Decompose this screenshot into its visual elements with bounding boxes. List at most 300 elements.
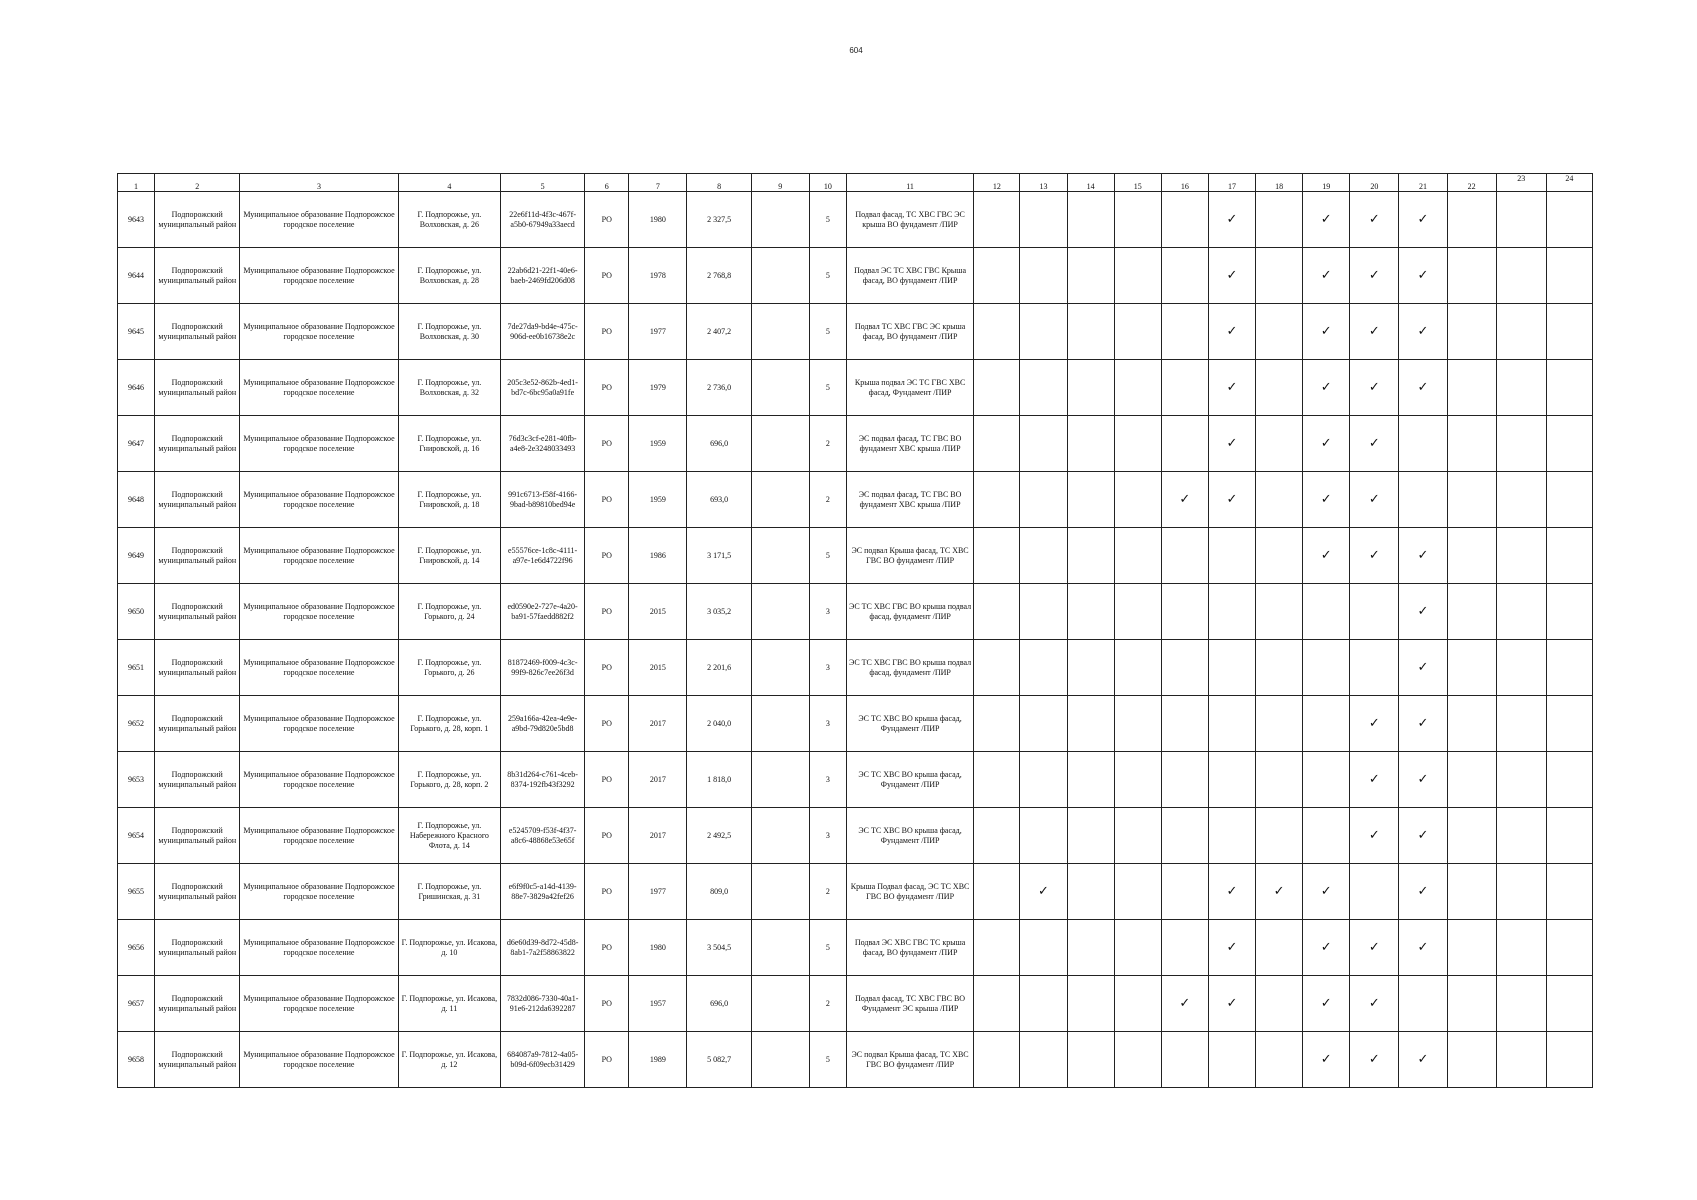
work-column-17-cell xyxy=(1208,360,1255,416)
year-built-cell: 2015 xyxy=(629,640,687,696)
building-guid-cell: e6f9f0c5-a14d-4139-88e7-3829a42fef26 xyxy=(501,864,585,920)
checkmark-icon: ✓ xyxy=(1273,884,1285,899)
checkmark-icon: ✓ xyxy=(1037,884,1049,899)
column-9-cell xyxy=(751,920,809,976)
work-column-13-cell xyxy=(1020,528,1067,584)
work-column-14-cell xyxy=(1067,920,1114,976)
address-cell: Г. Подпорожье, ул. Волховская, д. 32 xyxy=(398,360,500,416)
work-column-20-cell xyxy=(1350,976,1399,1032)
work-column-19-cell xyxy=(1303,360,1350,416)
column-number-header: 21 xyxy=(1399,174,1447,192)
year-built-cell: 1986 xyxy=(629,528,687,584)
work-column-22-cell xyxy=(1447,192,1496,248)
total-area-cell: 2 492,5 xyxy=(687,808,751,864)
row-number-cell: 9653 xyxy=(118,752,155,808)
work-column-12-cell xyxy=(974,696,1020,752)
works-list-cell: Подвал фасад, ТС ХВС ГВС ЭС крыша ВО фундамент /ПИР xyxy=(846,192,973,248)
district-cell: Подпорожский муниципальный район xyxy=(155,640,240,696)
work-column-24-cell xyxy=(1546,584,1592,640)
works-list-cell: Подвал фасад, ТС ХВС ГВС ВО Фундамент ЭС крыша /ПИР xyxy=(846,976,973,1032)
building-guid-cell: e55576ce-1c8c-4111-a97e-1e6d4722f96 xyxy=(501,528,585,584)
work-column-21-cell xyxy=(1399,584,1447,640)
year-built-cell: 2017 xyxy=(629,696,687,752)
checkmark-icon: ✓ xyxy=(1417,884,1429,899)
work-column-15-cell xyxy=(1114,584,1161,640)
work-column-13-cell xyxy=(1020,304,1067,360)
building-guid-cell: 684087a9-7812-4a05-b09d-6f09ecb31429 xyxy=(501,1032,585,1088)
work-column-19-cell xyxy=(1303,920,1350,976)
municipality-cell: Муниципальное образование Подпорожское городское поселение xyxy=(240,752,398,808)
municipality-cell: Муниципальное образование Подпорожское городское поселение xyxy=(240,976,398,1032)
address-cell: Г. Подпорожье, ул. Горького, д. 28, корп. 1 xyxy=(398,696,500,752)
checkmark-icon: ✓ xyxy=(1368,548,1380,563)
work-column-12-cell xyxy=(974,864,1020,920)
floors-cell: 5 xyxy=(809,192,846,248)
checkmark-icon: ✓ xyxy=(1226,268,1238,283)
address-cell: Г. Подпорожье, ул. Гнировской, д. 16 xyxy=(398,416,500,472)
address-cell: Г. Подпорожье, ул. Исакова, д. 11 xyxy=(398,976,500,1032)
fund-form-cell: РО xyxy=(585,360,629,416)
column-number-header: 16 xyxy=(1161,174,1208,192)
work-column-21-cell xyxy=(1399,696,1447,752)
table-row xyxy=(118,976,1593,1032)
address-cell: Г. Подпорожье, ул. Горького, д. 28, корп. 2 xyxy=(398,752,500,808)
municipality-cell: Муниципальное образование Подпорожское городское поселение xyxy=(240,808,398,864)
work-column-18-cell xyxy=(1256,920,1303,976)
work-column-18-cell xyxy=(1256,304,1303,360)
work-column-16-cell xyxy=(1161,696,1208,752)
work-column-18-cell xyxy=(1256,696,1303,752)
column-9-cell xyxy=(751,416,809,472)
work-column-22-cell xyxy=(1447,640,1496,696)
work-column-22-cell xyxy=(1447,416,1496,472)
district-cell: Подпорожский муниципальный район xyxy=(155,584,240,640)
work-column-23-cell xyxy=(1496,808,1546,864)
work-column-24-cell xyxy=(1546,304,1592,360)
work-column-17-cell xyxy=(1208,864,1255,920)
work-column-22-cell xyxy=(1447,976,1496,1032)
floors-cell: 3 xyxy=(809,752,846,808)
work-column-23-cell xyxy=(1496,696,1546,752)
work-column-19-cell xyxy=(1303,472,1350,528)
column-9-cell xyxy=(751,248,809,304)
column-number-header: 3 xyxy=(240,174,398,192)
row-number-cell: 9648 xyxy=(118,472,155,528)
work-column-23-cell xyxy=(1496,192,1546,248)
district-cell: Подпорожский муниципальный район xyxy=(155,976,240,1032)
address-cell: Г. Подпорожье, ул. Волховская, д. 26 xyxy=(398,192,500,248)
checkmark-icon: ✓ xyxy=(1368,492,1380,507)
year-built-cell: 1980 xyxy=(629,920,687,976)
works-list-cell: Крыша подвал ЭС ТС ГВС ХВС фасад, Фундамент /ПИР xyxy=(846,360,973,416)
column-9-cell xyxy=(751,976,809,1032)
address-cell: Г. Подпорожье, ул. Гришинская, д. 31 xyxy=(398,864,500,920)
works-list-cell: Подвал ЭС ХВС ГВС ТС крыша фасад, ВО фундамент /ПИР xyxy=(846,920,973,976)
work-column-12-cell xyxy=(974,976,1020,1032)
work-column-17-cell xyxy=(1208,976,1255,1032)
work-column-16-cell xyxy=(1161,416,1208,472)
work-column-23-cell xyxy=(1496,584,1546,640)
floors-cell: 3 xyxy=(809,584,846,640)
column-9-cell xyxy=(751,864,809,920)
work-column-14-cell xyxy=(1067,752,1114,808)
floors-cell: 5 xyxy=(809,1032,846,1088)
fund-form-cell: РО xyxy=(585,304,629,360)
work-column-19-cell xyxy=(1303,864,1350,920)
work-column-20-cell xyxy=(1350,248,1399,304)
work-column-15-cell xyxy=(1114,472,1161,528)
work-column-12-cell xyxy=(974,640,1020,696)
address-cell: Г. Подпорожье, ул. Гнировской, д. 18 xyxy=(398,472,500,528)
work-column-17-cell xyxy=(1208,192,1255,248)
work-column-19-cell xyxy=(1303,304,1350,360)
district-cell: Подпорожский муниципальный район xyxy=(155,472,240,528)
work-column-21-cell xyxy=(1399,976,1447,1032)
work-column-13-cell xyxy=(1020,416,1067,472)
total-area-cell: 3 504,5 xyxy=(687,920,751,976)
work-column-16-cell xyxy=(1161,1032,1208,1088)
column-number-header: 6 xyxy=(585,174,629,192)
address-cell: Г. Подпорожье, ул. Исакова, д. 12 xyxy=(398,1032,500,1088)
work-column-16-cell xyxy=(1161,472,1208,528)
row-number-cell: 9657 xyxy=(118,976,155,1032)
work-column-22-cell xyxy=(1447,864,1496,920)
district-cell: Подпорожский муниципальный район xyxy=(155,808,240,864)
work-column-19-cell xyxy=(1303,976,1350,1032)
column-9-cell xyxy=(751,808,809,864)
year-built-cell: 2017 xyxy=(629,808,687,864)
work-column-16-cell xyxy=(1161,304,1208,360)
table-row xyxy=(118,528,1593,584)
column-9-cell xyxy=(751,528,809,584)
work-column-15-cell xyxy=(1114,416,1161,472)
building-guid-cell: 205c3e52-862b-4ed1-bd7c-6bc95a0a91fe xyxy=(501,360,585,416)
work-column-24-cell xyxy=(1546,248,1592,304)
work-column-14-cell xyxy=(1067,584,1114,640)
total-area-cell: 2 040,0 xyxy=(687,696,751,752)
work-column-14-cell xyxy=(1067,472,1114,528)
work-column-21-cell xyxy=(1399,864,1447,920)
year-built-cell: 1959 xyxy=(629,472,687,528)
municipality-cell: Муниципальное образование Подпорожское городское поселение xyxy=(240,1032,398,1088)
district-cell: Подпорожский муниципальный район xyxy=(155,192,240,248)
column-9-cell xyxy=(751,1032,809,1088)
district-cell: Подпорожский муниципальный район xyxy=(155,864,240,920)
checkmark-icon: ✓ xyxy=(1320,380,1332,395)
table-row xyxy=(118,248,1593,304)
work-column-14-cell xyxy=(1067,696,1114,752)
work-column-17-cell xyxy=(1208,416,1255,472)
municipality-cell: Муниципальное образование Подпорожское городское поселение xyxy=(240,920,398,976)
total-area-cell: 2 327,5 xyxy=(687,192,751,248)
floors-cell: 2 xyxy=(809,416,846,472)
checkmark-icon: ✓ xyxy=(1417,716,1429,731)
district-cell: Подпорожский муниципальный район xyxy=(155,248,240,304)
checkmark-icon: ✓ xyxy=(1417,660,1429,675)
row-number-cell: 9644 xyxy=(118,248,155,304)
work-column-17-cell xyxy=(1208,472,1255,528)
total-area-cell: 2 736,0 xyxy=(687,360,751,416)
floors-cell: 3 xyxy=(809,808,846,864)
district-cell: Подпорожский муниципальный район xyxy=(155,920,240,976)
work-column-18-cell xyxy=(1256,472,1303,528)
work-column-20-cell xyxy=(1350,416,1399,472)
fund-form-cell: РО xyxy=(585,192,629,248)
checkmark-icon: ✓ xyxy=(1368,212,1380,227)
work-column-22-cell xyxy=(1447,304,1496,360)
table-row xyxy=(118,416,1593,472)
total-area-cell: 1 818,0 xyxy=(687,752,751,808)
work-column-16-cell xyxy=(1161,584,1208,640)
column-number-header: 8 xyxy=(687,174,751,192)
work-column-24-cell xyxy=(1546,192,1592,248)
row-number-cell: 9654 xyxy=(118,808,155,864)
work-column-22-cell xyxy=(1447,920,1496,976)
work-column-20-cell xyxy=(1350,192,1399,248)
work-column-14-cell xyxy=(1067,808,1114,864)
district-cell: Подпорожский муниципальный район xyxy=(155,528,240,584)
checkmark-icon: ✓ xyxy=(1320,268,1332,283)
works-list-cell: ЭС ТС ХВС ГВС ВО крыша подвал фасад, фундамент /ПИР xyxy=(846,640,973,696)
work-column-18-cell xyxy=(1256,248,1303,304)
work-column-23-cell xyxy=(1496,920,1546,976)
work-column-17-cell xyxy=(1208,1032,1255,1088)
floors-cell: 3 xyxy=(809,696,846,752)
works-list-cell: ЭС ТС ХВС ВО крыша фасад, Фундамент /ПИР xyxy=(846,696,973,752)
building-guid-cell: 991c6713-f58f-4166-9bad-b89810bed94e xyxy=(501,472,585,528)
work-column-13-cell xyxy=(1020,808,1067,864)
floors-cell: 2 xyxy=(809,864,846,920)
checkmark-icon: ✓ xyxy=(1417,212,1429,227)
address-cell: Г. Подпорожье, ул. Гнировской, д. 14 xyxy=(398,528,500,584)
work-column-13-cell xyxy=(1020,360,1067,416)
work-column-21-cell xyxy=(1399,1032,1447,1088)
work-column-18-cell xyxy=(1256,976,1303,1032)
checkmark-icon: ✓ xyxy=(1320,996,1332,1011)
floors-cell: 5 xyxy=(809,360,846,416)
fund-form-cell: РО xyxy=(585,640,629,696)
work-column-23-cell xyxy=(1496,360,1546,416)
row-number-cell: 9658 xyxy=(118,1032,155,1088)
fund-form-cell: РО xyxy=(585,920,629,976)
work-column-14-cell xyxy=(1067,360,1114,416)
checkmark-icon: ✓ xyxy=(1368,940,1380,955)
building-guid-cell: 7de27da9-bd4e-475c-906d-ee0b16738e2c xyxy=(501,304,585,360)
checkmark-icon: ✓ xyxy=(1368,380,1380,395)
municipality-cell: Муниципальное образование Подпорожское городское поселение xyxy=(240,304,398,360)
year-built-cell: 1989 xyxy=(629,1032,687,1088)
building-guid-cell: e5245709-f53f-4f37-a8c6-48868e53e65f xyxy=(501,808,585,864)
work-column-20-cell xyxy=(1350,584,1399,640)
fund-form-cell: РО xyxy=(585,528,629,584)
district-cell: Подпорожский муниципальный район xyxy=(155,416,240,472)
checkmark-icon: ✓ xyxy=(1320,324,1332,339)
column-number-header: 18 xyxy=(1256,174,1303,192)
work-column-19-cell xyxy=(1303,192,1350,248)
floors-cell: 3 xyxy=(809,640,846,696)
checkmark-icon: ✓ xyxy=(1226,492,1238,507)
work-column-21-cell xyxy=(1399,360,1447,416)
works-list-cell: ЭС ТС ХВС ВО крыша фасад, Фундамент /ПИР xyxy=(846,808,973,864)
fund-form-cell: РО xyxy=(585,864,629,920)
municipality-cell: Муниципальное образование Подпорожское городское поселение xyxy=(240,248,398,304)
checkmark-icon: ✓ xyxy=(1417,1052,1429,1067)
column-9-cell xyxy=(751,696,809,752)
checkmark-icon: ✓ xyxy=(1417,604,1429,619)
column-number-header: 1 xyxy=(118,174,155,192)
floors-cell: 5 xyxy=(809,528,846,584)
fund-form-cell: РО xyxy=(585,1032,629,1088)
checkmark-icon: ✓ xyxy=(1320,436,1332,451)
works-list-cell: ЭС подвал Крыша фасад, ТС ХВС ГВС ВО фундамент /ПИР xyxy=(846,528,973,584)
checkmark-icon: ✓ xyxy=(1320,548,1332,563)
table-row xyxy=(118,304,1593,360)
fund-form-cell: РО xyxy=(585,696,629,752)
checkmark-icon: ✓ xyxy=(1368,716,1380,731)
building-guid-cell: 22ab6d21-22f1-40e6-baeb-2469fd206d08 xyxy=(501,248,585,304)
row-number-cell: 9651 xyxy=(118,640,155,696)
work-column-22-cell xyxy=(1447,360,1496,416)
work-column-17-cell xyxy=(1208,696,1255,752)
work-column-12-cell xyxy=(974,584,1020,640)
checkmark-icon: ✓ xyxy=(1320,492,1332,507)
address-cell: Г. Подпорожье, ул. Набережного Красного Флота, д. 14 xyxy=(398,808,500,864)
work-column-15-cell xyxy=(1114,808,1161,864)
total-area-cell: 809,0 xyxy=(687,864,751,920)
work-column-17-cell xyxy=(1208,752,1255,808)
address-cell: Г. Подпорожье, ул. Волховская, д. 28 xyxy=(398,248,500,304)
works-list-cell: ЭС ТС ХВС ГВС ВО крыша подвал фасад, фундамент /ПИР xyxy=(846,584,973,640)
work-column-23-cell xyxy=(1496,248,1546,304)
checkmark-icon: ✓ xyxy=(1226,996,1238,1011)
district-cell: Подпорожский муниципальный район xyxy=(155,696,240,752)
work-column-12-cell xyxy=(974,416,1020,472)
work-column-22-cell xyxy=(1447,752,1496,808)
checkmark-icon: ✓ xyxy=(1368,324,1380,339)
work-column-15-cell xyxy=(1114,248,1161,304)
municipality-cell: Муниципальное образование Подпорожское городское поселение xyxy=(240,472,398,528)
work-column-23-cell xyxy=(1496,416,1546,472)
total-area-cell: 2 768,8 xyxy=(687,248,751,304)
work-column-12-cell xyxy=(974,304,1020,360)
work-column-16-cell xyxy=(1161,976,1208,1032)
work-column-19-cell xyxy=(1303,808,1350,864)
work-column-16-cell xyxy=(1161,192,1208,248)
work-column-24-cell xyxy=(1546,752,1592,808)
district-cell: Подпорожский муниципальный район xyxy=(155,752,240,808)
work-column-15-cell xyxy=(1114,752,1161,808)
work-column-12-cell xyxy=(974,808,1020,864)
total-area-cell: 3 171,5 xyxy=(687,528,751,584)
work-column-19-cell xyxy=(1303,752,1350,808)
work-column-14-cell xyxy=(1067,416,1114,472)
work-column-22-cell xyxy=(1447,472,1496,528)
work-column-17-cell xyxy=(1208,248,1255,304)
work-column-22-cell xyxy=(1447,528,1496,584)
work-column-16-cell xyxy=(1161,528,1208,584)
work-column-19-cell xyxy=(1303,584,1350,640)
work-column-24-cell xyxy=(1546,1032,1592,1088)
checkmark-icon: ✓ xyxy=(1226,940,1238,955)
work-column-13-cell xyxy=(1020,192,1067,248)
year-built-cell: 1959 xyxy=(629,416,687,472)
work-column-19-cell xyxy=(1303,1032,1350,1088)
address-cell: Г. Подпорожье, ул. Волховская, д. 30 xyxy=(398,304,500,360)
work-column-24-cell xyxy=(1546,976,1592,1032)
building-guid-cell: 259a166a-42ea-4e9e-a9bd-79d820e5bd8 xyxy=(501,696,585,752)
table-row xyxy=(118,864,1593,920)
works-list-cell: Подвал ЭС ТС ХВС ГВС Крыша фасад, ВО фундамент /ПИР xyxy=(846,248,973,304)
checkmark-icon: ✓ xyxy=(1320,884,1332,899)
district-cell: Подпорожский муниципальный район xyxy=(155,1032,240,1088)
municipality-cell: Муниципальное образование Подпорожское городское поселение xyxy=(240,640,398,696)
work-column-12-cell xyxy=(974,1032,1020,1088)
fund-form-cell: РО xyxy=(585,416,629,472)
work-column-16-cell xyxy=(1161,864,1208,920)
work-column-12-cell xyxy=(974,528,1020,584)
work-column-22-cell xyxy=(1447,248,1496,304)
work-column-21-cell xyxy=(1399,752,1447,808)
work-column-16-cell xyxy=(1161,920,1208,976)
work-column-14-cell xyxy=(1067,976,1114,1032)
work-column-21-cell xyxy=(1399,192,1447,248)
work-column-18-cell xyxy=(1256,360,1303,416)
work-column-15-cell xyxy=(1114,192,1161,248)
year-built-cell: 2015 xyxy=(629,584,687,640)
work-column-20-cell xyxy=(1350,920,1399,976)
housing-registry-table xyxy=(117,173,1593,1088)
work-column-17-cell xyxy=(1208,304,1255,360)
works-list-cell: ЭС подвал фасад, ТС ГВС ВО фундамент ХВС крыша /ПИР xyxy=(846,416,973,472)
work-column-16-cell xyxy=(1161,248,1208,304)
work-column-12-cell xyxy=(974,248,1020,304)
work-column-14-cell xyxy=(1067,304,1114,360)
work-column-13-cell xyxy=(1020,248,1067,304)
work-column-24-cell xyxy=(1546,864,1592,920)
column-number-header: 4 xyxy=(398,174,500,192)
fund-form-cell: РО xyxy=(585,584,629,640)
work-column-15-cell xyxy=(1114,920,1161,976)
municipality-cell: Муниципальное образование Подпорожское городское поселение xyxy=(240,360,398,416)
work-column-18-cell xyxy=(1256,416,1303,472)
work-column-14-cell xyxy=(1067,640,1114,696)
column-9-cell xyxy=(751,584,809,640)
column-number-header: 9 xyxy=(751,174,809,192)
work-column-14-cell xyxy=(1067,1032,1114,1088)
work-column-18-cell xyxy=(1256,808,1303,864)
work-column-23-cell xyxy=(1496,640,1546,696)
work-column-21-cell xyxy=(1399,304,1447,360)
checkmark-icon: ✓ xyxy=(1417,548,1429,563)
fund-form-cell: РО xyxy=(585,752,629,808)
address-cell: Г. Подпорожье, ул. Горького, д. 24 xyxy=(398,584,500,640)
fund-form-cell: РО xyxy=(585,976,629,1032)
total-area-cell: 696,0 xyxy=(687,416,751,472)
checkmark-icon: ✓ xyxy=(1179,996,1191,1011)
work-column-20-cell xyxy=(1350,752,1399,808)
work-column-24-cell xyxy=(1546,696,1592,752)
row-number-cell: 9643 xyxy=(118,192,155,248)
building-guid-cell: 7832d086-7330-40a1-91e6-212da6392287 xyxy=(501,976,585,1032)
row-number-cell: 9656 xyxy=(118,920,155,976)
municipality-cell: Муниципальное образование Подпорожское городское поселение xyxy=(240,528,398,584)
column-number-header: 20 xyxy=(1350,174,1399,192)
work-column-23-cell xyxy=(1496,1032,1546,1088)
work-column-16-cell xyxy=(1161,640,1208,696)
checkmark-icon: ✓ xyxy=(1417,324,1429,339)
year-built-cell: 1977 xyxy=(629,864,687,920)
column-number-header: 22 xyxy=(1447,174,1496,192)
